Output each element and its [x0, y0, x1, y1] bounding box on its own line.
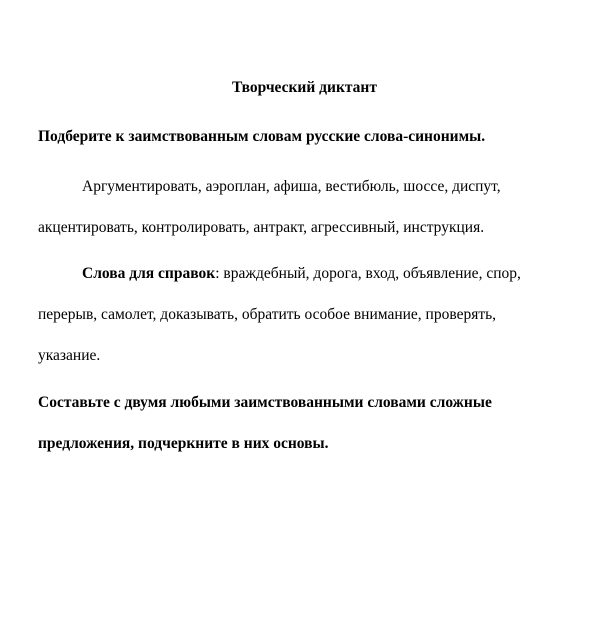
reference-line-2: перерыв, самолет, доказывать, обратить особое внимание, проверять, [38, 306, 497, 323]
words-line-1: Аргументировать, аэроплан, афиша, вестибюль, шоссе, диспут, [82, 178, 501, 195]
reference-line-3: указание. [38, 347, 101, 364]
task-2-line-2: предложения, подчеркните в них основы. [38, 435, 329, 452]
task-1-heading: Подберите к заимствованным словам русские слова-синонимы. [38, 128, 486, 145]
reference-label: Слова для справок [82, 265, 216, 282]
reference-words-start: : враждебный, дорога, вход, объявление, спор, [215, 265, 521, 282]
reference-line-1 [82, 264, 521, 284]
document-title: Творческий диктант [232, 79, 377, 96]
words-line-2: акцентировать, контролировать, антракт, агрессивный, инструкция. [38, 219, 485, 236]
task-2-line-1: Составьте с двумя любыми заимствованными словами сложные [38, 394, 492, 411]
